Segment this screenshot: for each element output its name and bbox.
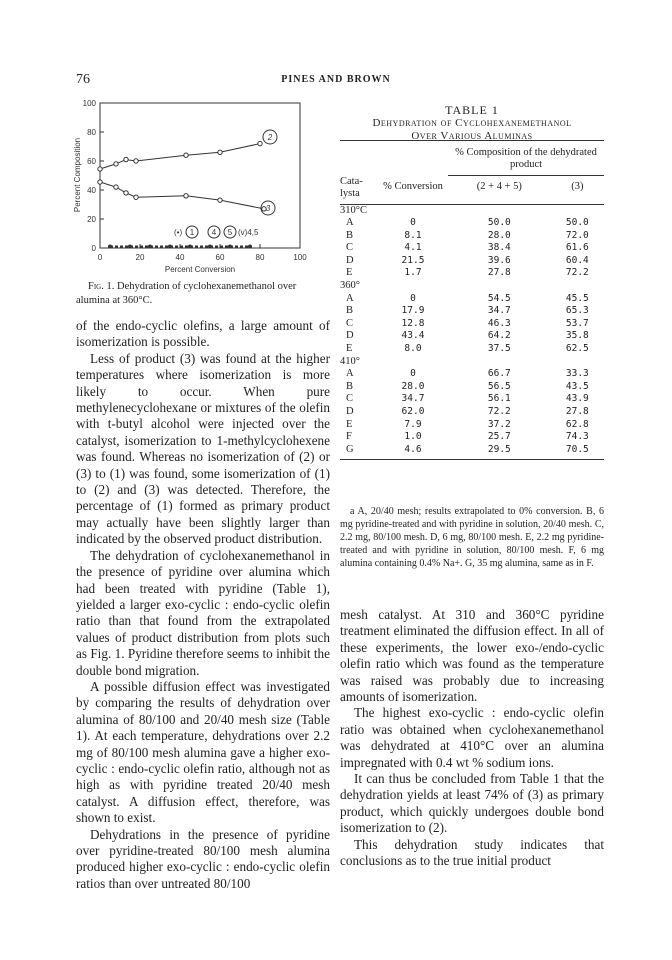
- table-row: [340, 305, 604, 318]
- table-row: [340, 406, 604, 419]
- y-tick-label: 0: [91, 244, 96, 253]
- table-cell: 33.3: [565, 368, 589, 380]
- table-number: TABLE 1: [445, 103, 499, 117]
- table-cell: 38.4: [487, 242, 511, 254]
- data-point: [218, 198, 222, 202]
- table-cell: 62.8: [565, 418, 589, 430]
- table-cell: 28.0: [401, 380, 425, 392]
- table-cell: 72.0: [565, 229, 589, 241]
- table-cell: E: [346, 418, 353, 430]
- data-point: [129, 245, 132, 248]
- y-tick-label: 40: [87, 186, 96, 195]
- x-tick-label: 0: [97, 253, 103, 262]
- table-cell: F: [346, 431, 352, 443]
- table-cell: 37.2: [487, 418, 511, 430]
- data-point: [134, 159, 138, 163]
- table-cell: 27.8: [487, 267, 511, 279]
- circle-label-5: 5: [227, 228, 233, 237]
- table-cell: 8.1: [404, 229, 422, 241]
- table-row: [340, 293, 604, 306]
- data-point: [169, 245, 172, 248]
- data-point: [184, 153, 188, 157]
- paragraph: The highest exo-cyclic : endo-cyclic olefin ratio was obtained when cyclohexanemethanol was dehydrated at 410°C over an alumina impregnated with 0.4 wt % sodium ions.: [340, 705, 604, 770]
- y-axis: [83, 99, 104, 253]
- table-cell: 56.1: [487, 393, 511, 405]
- data-point: [124, 191, 128, 195]
- right-column: [340, 607, 604, 870]
- table-row: [340, 393, 604, 406]
- figure-chart: [70, 95, 330, 280]
- plot-frame: [100, 103, 300, 248]
- circle-label-4: 4: [211, 228, 217, 237]
- table-cell: 39.6: [487, 254, 511, 266]
- table-cell: 0: [410, 292, 416, 304]
- table-cell: 43.5: [565, 380, 589, 392]
- table-cell: 29.5: [487, 443, 511, 455]
- table-cell: 34.7: [487, 305, 511, 317]
- table-subtitle-2: Over Various Aluminas: [411, 130, 533, 142]
- table-body: [340, 204, 604, 456]
- y-axis-label: Percent Composition: [73, 137, 82, 213]
- x-tick-label: 40: [175, 253, 185, 262]
- table-cell: 1.7: [404, 267, 422, 279]
- table-cell: D: [346, 330, 354, 342]
- table-cell: 72.2: [487, 406, 511, 417]
- table-cell: 28.0: [487, 229, 511, 241]
- table-cell: 25.7: [487, 431, 511, 443]
- table-header-conversion: % Conversion: [383, 181, 443, 193]
- table-cell: 74.3: [565, 431, 589, 443]
- table-cell: 61.6: [565, 242, 589, 254]
- table-cell: 12.8: [401, 317, 425, 329]
- table-footnote: a A, 20/40 mesh; results extrapolated to 0% conversion. B, 6 mg pyridine-treated and with pyridine in solution, 20/40 mesh. C, 2.2 mg, 80/100 mesh. D, 6 mg, 80/100 mesh. E, 2.2 mg pyridine-treated and with pyridine in solution, 80/100 mesh. F, 6 mg alumina containing 0.4% Na+. G, 35 mg alumina, same as in F.: [340, 506, 604, 569]
- table-1: [340, 140, 604, 460]
- table-cell: G: [346, 443, 354, 455]
- x-tick-label: 100: [293, 253, 307, 262]
- table-cell: 37.5: [487, 343, 511, 355]
- x-tick-label: 60: [215, 253, 225, 262]
- data-point: [218, 150, 222, 154]
- table-row: [340, 242, 604, 255]
- x-tick-label: 20: [135, 253, 145, 262]
- table-temp-row: 360°: [340, 280, 360, 292]
- table-cell: 1.0: [404, 431, 422, 443]
- paragraph: This dehydration study indicates that conclusions as to the true initial product: [340, 836, 604, 869]
- table-cell: 64.2: [487, 330, 511, 342]
- table-cell: 70.5: [565, 443, 589, 455]
- table-cell: A: [346, 292, 354, 304]
- paragraph: of the endo-cyclic olefins, a large amount of isomerization is possible.: [76, 318, 330, 350]
- data-point: [124, 157, 128, 161]
- table-row: [340, 330, 604, 343]
- x-tick-label: 80: [255, 253, 265, 262]
- table-cell: D: [346, 406, 354, 417]
- table-temp-row: 310°C: [340, 204, 367, 216]
- table-row: [340, 343, 604, 356]
- table-cell: C: [346, 317, 354, 329]
- y-tick-label: 100: [82, 99, 96, 108]
- table-row: [340, 419, 604, 432]
- table-row: [340, 431, 604, 444]
- data-point: [98, 167, 102, 171]
- table-row: [340, 230, 604, 243]
- page-number: 76: [76, 72, 90, 87]
- table-cell: 54.5: [487, 292, 511, 304]
- curve-label-2: 2: [267, 133, 273, 142]
- table-cell: 27.8: [565, 406, 589, 417]
- data-point: [134, 195, 138, 199]
- paragraph: Dehydrations in the presence of pyridine over pyridine-treated 80/100 mesh alumina produced higher exo-cyclic : endo-cyclic olefin ratios than over untreated 80/100: [76, 826, 330, 891]
- data-point: [258, 141, 262, 145]
- table-cell: 50.0: [487, 217, 511, 229]
- figure-caption: [76, 280, 330, 308]
- caption-text: Dehydration of cyclohexanemethanol over alumina at 360°C.: [76, 281, 297, 306]
- table-cell: 0: [410, 217, 416, 229]
- marker-text-2: (v)4,5: [238, 228, 259, 237]
- table-cell: 60.4: [565, 254, 589, 266]
- y-tick-label: 80: [87, 128, 96, 137]
- left-column: [76, 318, 330, 892]
- running-head: PINES AND BROWN: [281, 74, 391, 85]
- table-row: [340, 217, 604, 230]
- table-row: [340, 267, 604, 280]
- x-axis-label: Percent Conversion: [164, 265, 236, 274]
- curve-label-3: 3: [265, 204, 271, 213]
- data-point: [189, 245, 192, 248]
- table-row: [340, 381, 604, 394]
- table-cell: 4.6: [404, 443, 422, 455]
- table-cell: 34.7: [401, 393, 425, 405]
- series-line: [100, 182, 264, 209]
- paragraph: The dehydration of cyclohexanemethanol in the presence of pyridine over alumina which had been treated with pyridine (Table 1), yielded a larger exo-cyclic : endo-cyclic olefin ratio than that found from the extrapolated values of product distribution from plots such as Fig. 1. Pyridine therefore seems to inhibit the double bond migration.: [76, 547, 330, 678]
- table-col-group: % Composition of the dehydrated product: [448, 141, 604, 176]
- table-cell: 66.7: [487, 368, 511, 380]
- y-tick-label: 60: [87, 157, 96, 166]
- table-header-catalyst: Cata-lysta: [340, 175, 363, 199]
- table-cell: D: [346, 254, 354, 266]
- table-cell: 45.5: [565, 292, 589, 304]
- table-cell: 8.0: [404, 343, 422, 355]
- table-cell: 21.5: [401, 254, 425, 266]
- table-row: [340, 255, 604, 268]
- table-cell: 50.0: [565, 217, 589, 229]
- table-temp-row: 410°: [340, 355, 360, 367]
- table-cell: E: [346, 343, 353, 355]
- table-cell: 72.2: [565, 267, 589, 279]
- table-cell: A: [346, 368, 354, 380]
- table-cell: 4.1: [404, 242, 422, 254]
- table-cell: 35.8: [565, 330, 589, 342]
- figure-1: [70, 95, 330, 280]
- series-line: [100, 144, 260, 169]
- data-point: [109, 245, 112, 248]
- caption-label: Fig. 1.: [88, 281, 115, 292]
- table-cell: 46.3: [487, 317, 511, 329]
- data-point: [184, 194, 188, 198]
- table-cell: E: [346, 267, 353, 279]
- data-point: [229, 245, 232, 248]
- marker-text-1: (•): [174, 228, 183, 237]
- paragraph: It can thus be concluded from Table 1 that the dehydration yields at least 74% of (3) as primary product, which quickly undergoes double bond isomerization to (2).: [340, 771, 604, 836]
- table-cell: 62.0: [401, 406, 425, 417]
- table-cell: B: [346, 380, 354, 392]
- paragraph: Less of product (3) was found at the higher temperatures where isomerization is more likely to occur. When pure methylenecyclohexane or mixtures of the olefin with t-butyl alcohol were injected over the catalyst, isomerization to 1-methylcyclohexene was found. Whereas no isomerization of (2) or (3) to (1) was found, some isomerization of (1) to (2) and (3) was detected. Therefore, the percentage of (1) formed as primary product may actually have been slightly larger than indicated by the observed product distribution.: [76, 350, 330, 547]
- circle-label-1: 1: [189, 228, 195, 237]
- table-subtitle-1: Dehydration of Cyclohexanemethanol: [372, 117, 572, 129]
- table-cell: 53.7: [565, 317, 589, 329]
- table-row: [340, 368, 604, 381]
- table-cell: 62.5: [565, 343, 589, 355]
- table-cell: C: [346, 242, 354, 254]
- table-cell: 0: [410, 368, 416, 380]
- table-cell: A: [346, 217, 354, 229]
- data-point: [98, 180, 102, 184]
- data-point: [149, 245, 152, 248]
- y-tick-label: 20: [87, 215, 96, 224]
- table-cell: 43.9: [565, 393, 589, 405]
- data-point: [114, 162, 118, 166]
- table-cell: B: [346, 305, 354, 317]
- table-cell: C: [346, 393, 354, 405]
- data-point: [249, 245, 252, 248]
- table-title: [340, 104, 604, 143]
- data-point: [209, 245, 212, 248]
- paragraph: A possible diffusion effect was investigated by comparing the results of dehydration over alumina of 80/100 and 20/40 mesh size (Table 1). At each temperature, dehydrations over 2.2 mg of 80/100 mesh alumina gave a higher exo-cyclic : endo-cyclic olefin ratio, although not as high as with pyridine treated 20/40 mesh catalyst. A diffusion effect, therefore, was shown to exist.: [76, 678, 330, 826]
- table-row: [340, 318, 604, 331]
- table-cell: 43.4: [401, 330, 425, 342]
- table-cell: 56.5: [487, 380, 511, 392]
- table-cell: 7.9: [404, 418, 422, 430]
- table-header-3: (3): [571, 181, 584, 193]
- table-cell: 65.3: [565, 305, 589, 317]
- table-cell: 17.9: [401, 305, 425, 317]
- paragraph: mesh catalyst. At 310 and 360°C pyridine treatment eliminated the diffusion effect. In all of these experiments, the lower exo-/endo-cyclic olefin ratio which was found as the temperature was raised was probably due to increasing amounts of isomerization.: [340, 607, 604, 705]
- data-point: [114, 185, 118, 189]
- table-row: [340, 444, 604, 457]
- table-cell: B: [346, 229, 354, 241]
- table-header-245: (2 + 4 + 5): [476, 181, 522, 193]
